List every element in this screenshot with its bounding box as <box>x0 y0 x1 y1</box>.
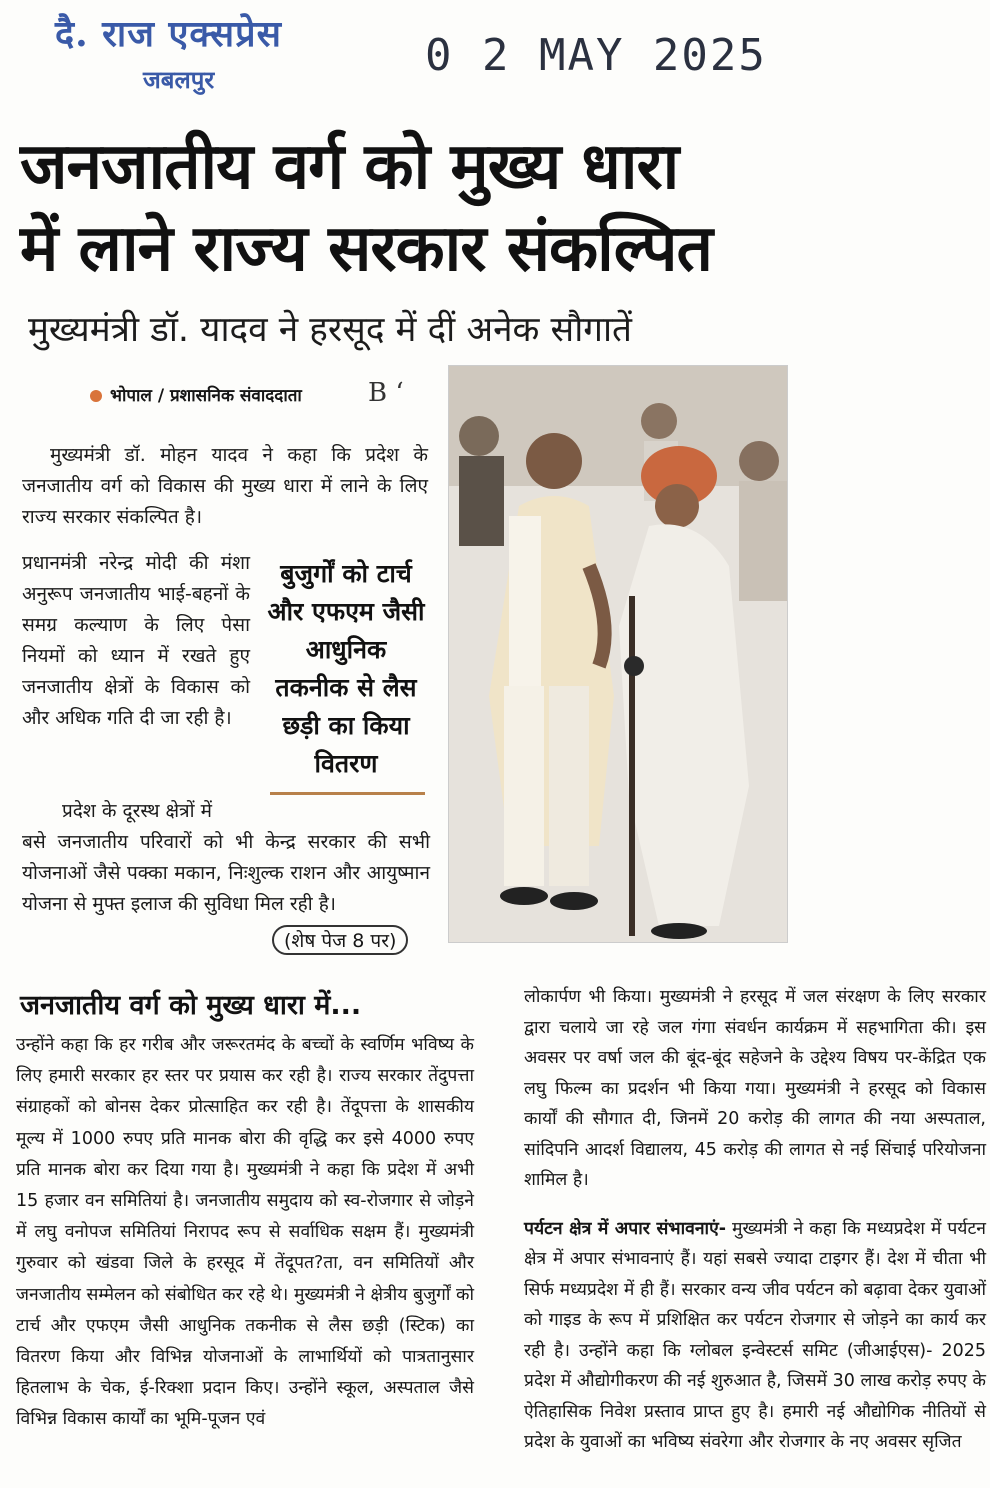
dateline <box>90 383 302 406</box>
news-photo <box>448 365 788 943</box>
continuation-right-paragraph-2 <box>524 1214 986 1458</box>
subheadline: मुख्यमंत्री डॉ. यादव ने हरसूद में दीं अनेक सौगातें <box>28 310 632 350</box>
date-stamp: 0 2 MAY 2025 <box>425 30 767 81</box>
bullet-icon <box>90 390 102 402</box>
dateline-text: भोपाल / प्रशासनिक संवाददाता <box>110 386 302 406</box>
headline-line-2: में लाने राज्य सरकार संकल्पित <box>20 212 712 286</box>
article-paragraph-3-start: प्रदेश के दूरस्थ क्षेत्रों में <box>62 800 212 822</box>
article-paragraph-3 <box>22 796 430 920</box>
pull-quote-rule <box>270 792 425 795</box>
continuation-heading: जनजातीय वर्ग को मुख्य धारा में... <box>20 990 362 1021</box>
article-paragraph-1: मुख्यमंत्री डॉ. मोहन यादव ने कहा कि प्रदेश के जनजातीय वर्ग को विकास की मुख्य धारा में लाने के लिए राज्य सरकार संकल्पित है। <box>22 444 428 528</box>
continued-note: (शेष पेज 8 पर) <box>272 925 408 955</box>
photo-illustration <box>449 366 788 943</box>
masthead <box>55 8 355 98</box>
handwritten-mark: B ‘ <box>368 378 404 408</box>
paper-name: दै. राज एक्सप्रेस <box>55 13 282 55</box>
article-paragraph-2: प्रधानमंत्री नरेन्द्र मोदी की मंशा अनुरूप जनजातीय भाई-बहनों के समग्र कल्याण के लिए पेसा नियमों को ध्यान में रखते हुए जनजातीय क्षेत्रों के विकास को और अधिक गति दी जा रही है। <box>22 552 250 729</box>
pull-quote: बुजुर्गों को टार्च और एफएम जैसी आधुनिक तकनीक से लैस छड़ी का किया वितरण <box>267 559 425 778</box>
continuation-column-right <box>524 982 986 1458</box>
tourism-subheading: पर्यटन क्षेत्र में अपार संभावनाएं- <box>524 1218 727 1239</box>
headline-line-1: जनजातीय वर्ग को मुख्य धारा <box>20 130 679 204</box>
tourism-text: मुख्यमंत्री ने कहा कि मध्यप्रदेश में पर्यटन क्षेत्र में अपार संभावनाएं हैं। यहां सबसे ज्यादा टाइगर हैं। देश में चीता भी सिर्फ मध्यप्रदेश में ही हैं। सरकार वन्य जीव पर्यटन को बढ़ावा देकर युवाओं को गाइड के रूप में प्रशिक्षित कर पर्यटन रोजगार से जोड़ने का कार्य कर रही है। उन्होंने कहा कि ग्लोबल इन्वेस्टर्स समिट (जीआईएस)- 2025 प्रदेश में औद्योगीकरण की नई शुरुआत है, जिसमें 30 लाख करोड़ रुपए के ऐतिहासिक निवेश प्रस्ताव प्राप्त हुए है। हमारी नई औद्योगिक नीतियों से प्रदेश के युवाओं का भविष्य संवरेगा और रोजगार के नए अवसर सृजित <box>524 1218 986 1452</box>
paragraph-gap <box>524 1196 986 1214</box>
continuation-column-left: उन्होंने कहा कि हर गरीब और जरूरतमंद के बच्चों के स्वर्णिम भविष्य के लिए हमारी सरकार हर स्तर पर प्रयास कर रही है। राज्य सरकार तेंदुपत्ता संग्राहकों को बोनस देकर प्रोत्साहित कर रही है। तेंदूपत्ता के शासकीय मूल्य में 1000 रुपए प्रति मानक बोरा की वृद्धि कर इसे 4000 रुपए प्रति मानक बोरा कर दिया गया है। मुख्यमंत्री ने कहा कि प्रदेश में अभी 15 हजार वन समितियां है। जनजातीय समुदाय को स्व-रोजगार से जोड़ने में लघु वनोपज समितियां निरापद रूप से सर्वाधिक सक्षम हैं। मुख्यमंत्री गुरुवार को खंडवा जिले के हरसूद में तेंदूपत?ता, वन समितियों और जनजातीय सम्मेलन को संबोधित कर रहे थे। मुख्यमंत्री ने क्षेत्रीय बुजुर्गों को टार्च और एफएम जैसी आधुनिक तकनीक से लैस छड़ी (स्टिक) का वितरण किया और विभिन्न योजनाओं के लाभार्थियों को पात्रतानुसार हितलाभ के चेक, ई-रिक्शा प्रदान किए। उन्होंने स्कूल, अस्पताल जैसे विभिन्न विकास कार्यों का भूमि-पूजन एवं <box>16 1035 474 1430</box>
paper-city: जबलपुर <box>143 65 215 94</box>
article-paragraph-3-rest: बसे जनजातीय परिवारों को भी केन्द्र सरकार की सभी योजनाओं जैसे पक्का मकान, निःशुल्क राशन और आयुष्मान योजना से मुफ्त इलाज की सुविधा मिल रही है। <box>22 831 430 915</box>
continuation-right-paragraph-1: लोकार्पण भी किया। मुख्यमंत्री ने हरसूद में जल संरक्षण के लिए सरकार द्वारा चलाये जा रहे जल गंगा संवर्धन कार्यक्रम में सहभागिता की। इस अवसर पर वर्षा जल की बूंद-बूंद सहेजने के उद्देश्य विषय पर-केंद्रित एक लघु फिल्म का प्रदर्शन भी किया गया। मुख्यमंत्री ने हरसूद को विकास कार्यों की सौगात दी, जिनमें 20 करोड़ की लागत की नया अस्पताल, सांदिपनि आदर्श विद्यालय, 45 करोड़ की लागत से नई सिंचाई परियोजना शामिल है। <box>524 987 987 1190</box>
